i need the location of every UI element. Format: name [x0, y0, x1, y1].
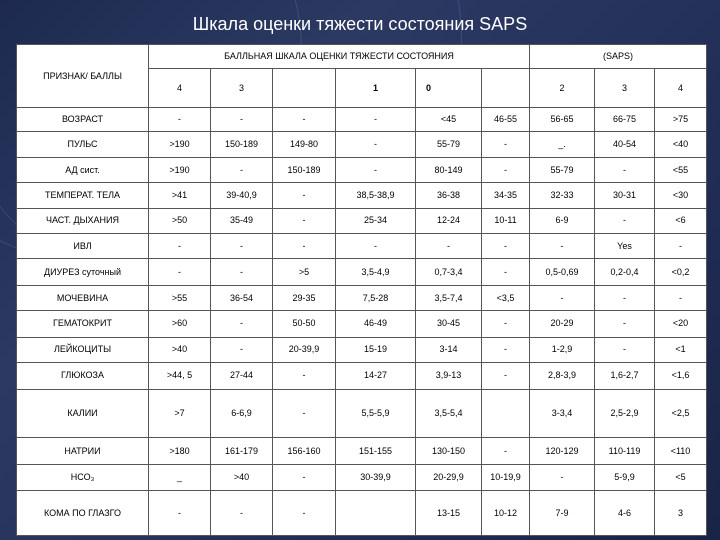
table-cell: 30-45	[416, 311, 482, 337]
table-cell: <3,5	[482, 285, 530, 310]
table-cell: 25-34	[336, 208, 416, 233]
score-header: 3	[595, 69, 655, 108]
table-cell: 10-11	[482, 208, 530, 233]
table-cell: 66-75	[595, 108, 655, 132]
table-cell: <110	[655, 438, 707, 464]
table-cell: 10-12	[482, 491, 530, 536]
table-cell: 0,5-0,69	[530, 259, 595, 285]
table-cell: -	[530, 464, 595, 490]
table-cell: <45	[416, 108, 482, 132]
table-cell: 3,5-5,4	[416, 389, 482, 438]
table-cell: 30-31	[595, 183, 655, 208]
table-cell: -	[273, 234, 336, 259]
table-cell: 2,5-2,9	[595, 389, 655, 438]
table-cell: >41	[149, 183, 211, 208]
table-cell: -	[595, 285, 655, 310]
saps-table	[16, 44, 707, 536]
table-cell: 3,9-13	[416, 363, 482, 389]
table-cell: <5	[655, 464, 707, 490]
table-cell: 3-14	[416, 337, 482, 362]
score-header: 0	[416, 69, 482, 108]
table-cell: -	[211, 491, 273, 536]
table-cell: 20-39,9	[273, 337, 336, 362]
table-cell: 34-35	[482, 183, 530, 208]
table-cell: -	[482, 259, 530, 285]
table-cell: -	[482, 234, 530, 259]
table-row	[17, 259, 707, 285]
row-label: КАЛИИ	[17, 389, 149, 438]
table-cell	[482, 389, 530, 438]
table-cell: 110-119	[595, 438, 655, 464]
table-cell: -	[336, 108, 416, 132]
table-cell: 12-24	[416, 208, 482, 233]
table-cell: 1,6-2,7	[595, 363, 655, 389]
table-cell: <6	[655, 208, 707, 233]
header-group-left: БАЛЛЬНАЯ ШКАЛА ОЦЕНКИ ТЯЖЕСТИ СОСТОЯНИЯ	[149, 45, 530, 69]
table-cell: 120-129	[530, 438, 595, 464]
row-label: ПУЛЬС	[17, 132, 149, 157]
table-row	[17, 157, 707, 182]
saps-table-container	[16, 44, 706, 536]
table-cell: >75	[655, 108, 707, 132]
row-label: ТЕМПЕРАТ. ТЕЛА	[17, 183, 149, 208]
table-cell: 50-50	[273, 311, 336, 337]
table-cell: -	[149, 234, 211, 259]
row-label: КОМА ПО ГЛАЗГО	[17, 491, 149, 536]
table-row	[17, 438, 707, 464]
table-cell: 27-44	[211, 363, 273, 389]
score-header: 3	[211, 69, 273, 108]
table-cell: 55-79	[416, 132, 482, 157]
table-cell: 6-9	[530, 208, 595, 233]
table-row	[17, 464, 707, 490]
table-cell: 13-15	[416, 491, 482, 536]
table-cell: -	[482, 132, 530, 157]
table-cell: >190	[149, 132, 211, 157]
table-cell: 46-49	[336, 311, 416, 337]
table-row	[17, 234, 707, 259]
table-cell: -	[655, 285, 707, 310]
table-cell: _.	[530, 132, 595, 157]
table-cell: 5,5-5,9	[336, 389, 416, 438]
table-row	[17, 208, 707, 233]
table-cell	[336, 491, 416, 536]
table-cell: <1	[655, 337, 707, 362]
table-cell: 30-39,9	[336, 464, 416, 490]
table-cell: >40	[211, 464, 273, 490]
table-row	[17, 389, 707, 438]
table-cell: >50	[149, 208, 211, 233]
table-cell: <1,6	[655, 363, 707, 389]
table-cell: 4-6	[595, 491, 655, 536]
table-cell: <55	[655, 157, 707, 182]
table-cell: -	[482, 311, 530, 337]
table-cell: -	[595, 311, 655, 337]
table-cell: 151-155	[336, 438, 416, 464]
table-cell: >190	[149, 157, 211, 182]
table-cell: -	[336, 234, 416, 259]
table-cell: 14-27	[336, 363, 416, 389]
table-cell: -	[482, 157, 530, 182]
table-cell: 32-33	[530, 183, 595, 208]
table-cell: -	[149, 491, 211, 536]
table-cell: -	[211, 337, 273, 362]
table-cell: -	[273, 208, 336, 233]
score-header	[273, 69, 336, 108]
table-cell: >180	[149, 438, 211, 464]
table-cell: >55	[149, 285, 211, 310]
table-cell: -	[482, 337, 530, 362]
table-cell: <2,5	[655, 389, 707, 438]
table-row	[17, 132, 707, 157]
table-row	[17, 363, 707, 389]
table-cell: 130-150	[416, 438, 482, 464]
table-cell: -	[273, 491, 336, 536]
table-cell: 7,5-28	[336, 285, 416, 310]
table-cell: 3,5-7,4	[416, 285, 482, 310]
row-label: ЧАСТ. ДЫХАНИЯ	[17, 208, 149, 233]
table-cell: >60	[149, 311, 211, 337]
score-header: 2	[530, 69, 595, 108]
table-cell: 80-149	[416, 157, 482, 182]
table-cell: -	[482, 438, 530, 464]
row-label: НАТРИИ	[17, 438, 149, 464]
row-label: ГЕМАТОКРИТ	[17, 311, 149, 337]
table-cell: 0,2-0,4	[595, 259, 655, 285]
table-row	[17, 285, 707, 310]
table-cell: -	[273, 108, 336, 132]
table-cell: 36-38	[416, 183, 482, 208]
table-cell: 36-54	[211, 285, 273, 310]
table-cell: -	[336, 132, 416, 157]
header-group-right: (SAPS)	[530, 45, 707, 69]
table-cell: 150-189	[211, 132, 273, 157]
table-cell: -	[273, 183, 336, 208]
row-label: ДИУРЕЗ суточный	[17, 259, 149, 285]
page-title: Шкала оценки тяжести состояния SAPS	[192, 14, 528, 34]
table-cell: -	[530, 234, 595, 259]
table-cell: 3-3,4	[530, 389, 595, 438]
table-cell: 150-189	[273, 157, 336, 182]
score-header: 4	[655, 69, 707, 108]
table-cell: <0,2	[655, 259, 707, 285]
table-cell: 10-19,9	[482, 464, 530, 490]
table-cell: -	[595, 208, 655, 233]
table-cell: 35-49	[211, 208, 273, 233]
table-cell: -	[211, 157, 273, 182]
table-cell: 0,7-3,4	[416, 259, 482, 285]
score-header	[482, 69, 530, 108]
table-cell: 15-19	[336, 337, 416, 362]
table-cell: -	[416, 234, 482, 259]
table-cell: 156-160	[273, 438, 336, 464]
table-cell: 39-40,9	[211, 183, 273, 208]
header-group-row	[17, 45, 707, 69]
table-cell: <20	[655, 311, 707, 337]
table-cell: 5-9,9	[595, 464, 655, 490]
table-cell: 56-65	[530, 108, 595, 132]
table-cell: Yes	[595, 234, 655, 259]
header-label-cell: ПРИЗНАК/ БАЛЛЫ	[17, 45, 149, 108]
table-cell: >7	[149, 389, 211, 438]
table-cell: >40	[149, 337, 211, 362]
table-cell: -	[595, 337, 655, 362]
table-row	[17, 108, 707, 132]
table-cell: 3	[655, 491, 707, 536]
table-cell: -	[336, 157, 416, 182]
table-cell: -	[211, 311, 273, 337]
table-cell: -	[530, 285, 595, 310]
table-cell: >5	[273, 259, 336, 285]
table-cell: 3,5-4,9	[336, 259, 416, 285]
table-cell: 6-6,9	[211, 389, 273, 438]
table-cell: <40	[655, 132, 707, 157]
row-label: МОЧЕВИНА	[17, 285, 149, 310]
table-cell: 46-55	[482, 108, 530, 132]
table-row	[17, 183, 707, 208]
score-header: 4	[149, 69, 211, 108]
row-label: ГЛЮКОЗА	[17, 363, 149, 389]
table-cell: 38,5-38,9	[336, 183, 416, 208]
table-cell: -	[211, 234, 273, 259]
row-label: НСО₃	[17, 464, 149, 490]
table-cell: 20-29	[530, 311, 595, 337]
table-cell: -	[211, 108, 273, 132]
table-cell: 161-179	[211, 438, 273, 464]
row-label: АД сист.	[17, 157, 149, 182]
table-cell: -	[273, 464, 336, 490]
table-cell: 40-54	[595, 132, 655, 157]
table-cell: -	[149, 259, 211, 285]
table-cell: 1-2,9	[530, 337, 595, 362]
table-cell: -	[149, 108, 211, 132]
table-cell: -	[211, 259, 273, 285]
table-row	[17, 337, 707, 362]
table-cell: 2,8-3,9	[530, 363, 595, 389]
table-cell: 7-9	[530, 491, 595, 536]
table-cell: -	[655, 234, 707, 259]
table-cell: <30	[655, 183, 707, 208]
table-cell: -	[273, 363, 336, 389]
row-label: ИВЛ	[17, 234, 149, 259]
table-cell: >44, 5	[149, 363, 211, 389]
table-cell: -	[273, 389, 336, 438]
table-cell: _	[149, 464, 211, 490]
table-cell: 55-79	[530, 157, 595, 182]
table-row	[17, 491, 707, 536]
table-row	[17, 311, 707, 337]
table-cell: 20-29,9	[416, 464, 482, 490]
score-header: 1	[336, 69, 416, 108]
row-label: ВОЗРАСТ	[17, 108, 149, 132]
table-cell: -	[482, 363, 530, 389]
table-cell: 149-80	[273, 132, 336, 157]
table-cell: 29-35	[273, 285, 336, 310]
table-cell: -	[595, 157, 655, 182]
row-label: ЛЕЙКОЦИТЫ	[17, 337, 149, 362]
